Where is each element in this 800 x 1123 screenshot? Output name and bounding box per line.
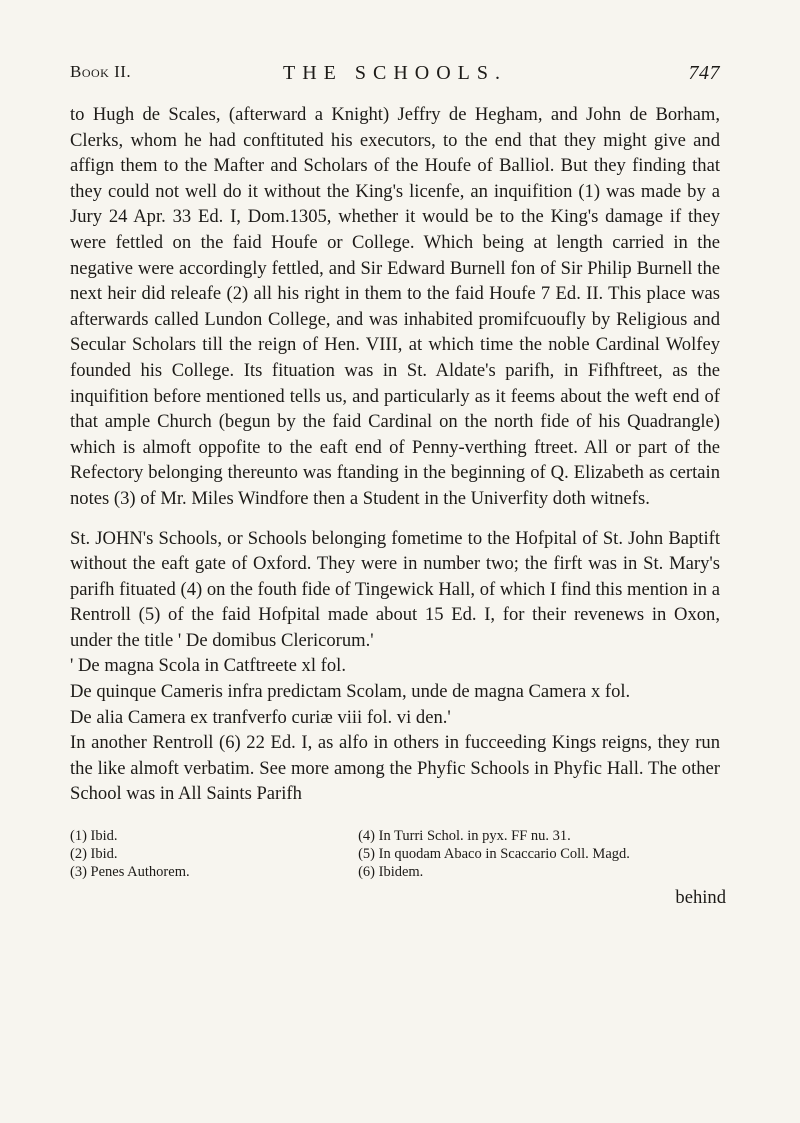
quoted-line: ' De magna Scola in Catftreete xl fol. bbox=[70, 655, 346, 677]
book-label: Book II. bbox=[70, 62, 132, 81]
paragraph: In another Rentroll (6) 22 Ed. I, as alfo in others in fucceeding Kings reigns, they run the like almoft verbatim. See more among the Phyfic Schools in Phyfic Hall. The other School was in All Saints Parifh bbox=[70, 732, 720, 805]
footnote: (1) Ibid. bbox=[70, 828, 118, 845]
body-text bbox=[70, 102, 720, 807]
footnotes-left bbox=[70, 827, 338, 881]
quoted-line: De quinque Cameris infra predictam Scolam, unde de magna Camera x fol. bbox=[70, 681, 631, 703]
footnotes bbox=[70, 827, 720, 881]
footnote: (2) Ibid. bbox=[70, 846, 118, 863]
paragraph: to Hugh de Scales, (afterward a Knight) Jeffry de Hegham, and John de Borham, Clerks, whom he had conftituted his executors, to the end that they might give and affign them to the Mafter and Scholars of the Houfe of Balliol. But they finding that they could not well do it without the King's licenfe, an inquifition (1) was made by a Jury 24 Apr. 33 Ed. I, Dom.1305, whether it would be to the King's damage if they were fettled on the faid Houfe or College. Which being at length carried in the negative were accordingly fettled, and Sir Edward Burnell fon of Sir Philip Burnell the next heir did releafe (2) all his right in them to the faid Houfe 7 Ed. II. This place was afterwards called Lundon College, and was inhabited promifcuoufly by Religious and Secular Scholars till the reign of Hen. VIII, at which time the noble Cardinal Wolfey founded his College. Its fituation was in St. Aldate's parifh, in Fifhftreet, as the inquifition before mentioned tells us, and particularly as it feems about the weft end of that ample Church (begun by the faid Cardinal on the north fide of his Quadrangle) which is almoft oppofite to the eaft end of Penny-verthing ftreet. All or part of the Refectory belonging thereunto was ftanding in the beginning of Q. Elizabeth as certain notes (3) of Mr. Miles Windfore then a Student in the Univerfity doth witnefs. bbox=[70, 104, 720, 509]
quoted-line: De alia Camera ex tranfverfo curiæ viii fol. vi den.' bbox=[70, 706, 451, 728]
catchword: behind bbox=[675, 887, 726, 909]
paragraph: St. JOHN's Schools, or Schools belonging fometime to the Hofpital of St. John Baptift without the eaft gate of Oxford. They were in number two; the firft was in St. Mary's parifh fituated (4) on the fouth fide of Tingewick Hall, of which I find this mention in a Rentroll (5) of the faid Hofpital made about 15 Ed. I, for their revenews in Oxon, under the title ' De domibus Clericorum.' bbox=[70, 527, 720, 651]
footnotes-right bbox=[338, 827, 720, 881]
footnote: (5) In quodam Abaco in Scaccario Coll. Magd. bbox=[358, 846, 630, 863]
footnote: (6) Ibidem. bbox=[358, 864, 424, 881]
page-number: 747 bbox=[688, 62, 720, 84]
running-title: THE SCHOOLS. bbox=[282, 62, 507, 84]
footnote: (3) Penes Authorem. bbox=[70, 864, 190, 881]
running-header bbox=[70, 62, 720, 92]
footnote: (4) In Turri Schol. in pyx. FF nu. 31. bbox=[358, 828, 571, 845]
